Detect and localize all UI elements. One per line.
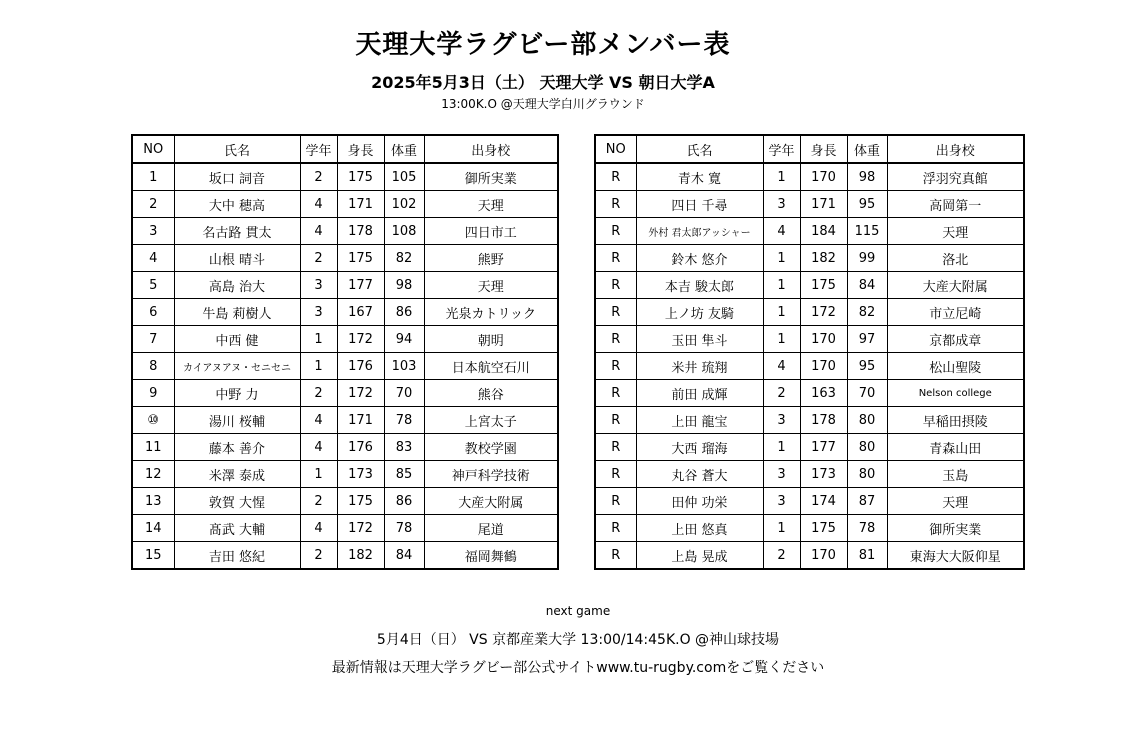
column-header-no: NO [595, 135, 636, 163]
player-school: 熊野 [424, 245, 558, 272]
player-height: 167 [337, 299, 384, 326]
player-number: 6 [132, 299, 174, 326]
player-height: 177 [800, 434, 847, 461]
table-row [132, 163, 558, 191]
player-number: 13 [132, 488, 174, 515]
table-row [595, 434, 1024, 461]
player-school: 玉島 [887, 461, 1024, 488]
player-weight: 80 [847, 407, 887, 434]
player-name: 四日 千尋 [636, 191, 763, 218]
player-year: 1 [763, 245, 800, 272]
player-school: 松山聖陵 [887, 353, 1024, 380]
next-game-label: next game [545, 604, 611, 618]
table-row [595, 488, 1024, 515]
player-number: 2 [132, 191, 174, 218]
column-header-weight: 体重 [384, 135, 424, 163]
table-row [595, 272, 1024, 299]
player-weight: 105 [384, 163, 424, 191]
player-school: 京都成章 [887, 326, 1024, 353]
player-height: 170 [800, 326, 847, 353]
player-weight: 81 [847, 542, 887, 570]
player-name: 青木 寛 [636, 163, 763, 191]
player-number: 1 [132, 163, 174, 191]
player-weight: 108 [384, 218, 424, 245]
player-school: 光泉カトリック [424, 299, 558, 326]
player-name: 上田 龍宝 [636, 407, 763, 434]
player-year: 2 [763, 542, 800, 570]
player-weight: 83 [384, 434, 424, 461]
player-number: 5 [132, 272, 174, 299]
player-weight: 95 [847, 191, 887, 218]
player-name: 敦賀 大惺 [174, 488, 300, 515]
player-height: 175 [337, 488, 384, 515]
player-number: R [595, 163, 636, 191]
player-number: R [595, 407, 636, 434]
player-weight: 102 [384, 191, 424, 218]
official-site-info: 最新情報は天理大学ラグビー部公式サイトwww.tu-rugby.comをご覧ください [331, 660, 825, 676]
player-name: 牛島 莉樹人 [174, 299, 300, 326]
player-year: 4 [300, 407, 337, 434]
player-number: R [595, 191, 636, 218]
player-year: 3 [763, 488, 800, 515]
player-number: 15 [132, 542, 174, 570]
table-row [595, 163, 1024, 191]
player-number: R [595, 299, 636, 326]
player-year: 2 [300, 542, 337, 570]
player-number: 7 [132, 326, 174, 353]
player-school: 日本航空石川 [424, 353, 558, 380]
player-height: 177 [337, 272, 384, 299]
player-year: 2 [763, 380, 800, 407]
player-number: R [595, 461, 636, 488]
player-height: 172 [337, 380, 384, 407]
table-row [132, 218, 558, 245]
column-header-name: 氏名 [174, 135, 300, 163]
table-row [132, 353, 558, 380]
player-height: 182 [800, 245, 847, 272]
player-school: 大産大附属 [424, 488, 558, 515]
player-name: 上島 晃成 [636, 542, 763, 570]
table-row [595, 407, 1024, 434]
table-row [132, 299, 558, 326]
player-name: 中西 健 [174, 326, 300, 353]
player-school: 洛北 [887, 245, 1024, 272]
player-year: 2 [300, 488, 337, 515]
player-school: 熊谷 [424, 380, 558, 407]
player-name: 上田 悠真 [636, 515, 763, 542]
page-title: 天理大学ラグビー部メンバー表 [355, 30, 731, 60]
player-name: 中野 力 [174, 380, 300, 407]
table-row [595, 245, 1024, 272]
table-header-row [595, 135, 1024, 163]
column-header-weight: 体重 [847, 135, 887, 163]
player-height: 182 [337, 542, 384, 570]
player-number: 4 [132, 245, 174, 272]
player-number: R [595, 218, 636, 245]
player-number: R [595, 272, 636, 299]
player-weight: 94 [384, 326, 424, 353]
player-number: 3 [132, 218, 174, 245]
player-year: 3 [300, 272, 337, 299]
player-school: 東海大大阪仰星 [887, 542, 1024, 570]
player-weight: 86 [384, 488, 424, 515]
player-year: 4 [300, 434, 337, 461]
player-school: 天理 [424, 272, 558, 299]
player-number: ⑩ [132, 407, 174, 434]
player-name: 名古路 貫太 [174, 218, 300, 245]
player-weight: 86 [384, 299, 424, 326]
player-height: 175 [800, 272, 847, 299]
player-year: 2 [300, 380, 337, 407]
player-school: 四日市工 [424, 218, 558, 245]
player-school: 浮羽究真館 [887, 163, 1024, 191]
player-weight: 70 [847, 380, 887, 407]
player-height: 170 [800, 542, 847, 570]
player-year: 4 [300, 218, 337, 245]
column-header-school: 出身校 [887, 135, 1024, 163]
player-name: 髙武 大輔 [174, 515, 300, 542]
match-info: 2025年5月3日（土） 天理大学 VS 朝日大学A [371, 73, 715, 92]
reserves-table [594, 134, 1025, 570]
player-weight: 78 [847, 515, 887, 542]
player-year: 2 [300, 245, 337, 272]
table-row [132, 191, 558, 218]
player-height: 184 [800, 218, 847, 245]
column-header-height: 身長 [337, 135, 384, 163]
player-weight: 80 [847, 461, 887, 488]
player-name: 本吉 駿太郎 [636, 272, 763, 299]
player-weight: 87 [847, 488, 887, 515]
table-row [132, 488, 558, 515]
player-school: 福岡舞鶴 [424, 542, 558, 570]
player-name: 上ノ坊 友騎 [636, 299, 763, 326]
player-year: 3 [763, 407, 800, 434]
player-school: Nelson college [887, 380, 1024, 407]
player-year: 1 [300, 326, 337, 353]
player-weight: 98 [384, 272, 424, 299]
table-row [132, 434, 558, 461]
player-height: 175 [337, 245, 384, 272]
table-header-row [132, 135, 558, 163]
player-name: 湯川 桜輔 [174, 407, 300, 434]
player-year: 3 [300, 299, 337, 326]
player-height: 172 [337, 326, 384, 353]
player-name: 吉田 悠紀 [174, 542, 300, 570]
player-height: 174 [800, 488, 847, 515]
player-number: 11 [132, 434, 174, 461]
player-name: 鈴木 悠介 [636, 245, 763, 272]
player-school: 市立尼崎 [887, 299, 1024, 326]
player-height: 175 [337, 163, 384, 191]
player-height: 178 [800, 407, 847, 434]
column-header-year: 学年 [300, 135, 337, 163]
table-row [132, 272, 558, 299]
player-name: 丸谷 蒼大 [636, 461, 763, 488]
player-year: 1 [763, 299, 800, 326]
player-year: 1 [763, 326, 800, 353]
table-row [595, 326, 1024, 353]
player-year: 1 [763, 272, 800, 299]
player-height: 170 [800, 163, 847, 191]
table-row [132, 407, 558, 434]
player-weight: 84 [847, 272, 887, 299]
player-weight: 82 [847, 299, 887, 326]
player-number: 14 [132, 515, 174, 542]
player-weight: 95 [847, 353, 887, 380]
table-row [132, 461, 558, 488]
player-number: R [595, 488, 636, 515]
player-number: R [595, 380, 636, 407]
player-number: R [595, 353, 636, 380]
player-name: 玉田 隼斗 [636, 326, 763, 353]
player-weight: 103 [384, 353, 424, 380]
player-weight: 70 [384, 380, 424, 407]
player-year: 2 [300, 163, 337, 191]
player-height: 175 [800, 515, 847, 542]
table-row [595, 515, 1024, 542]
table-row [595, 380, 1024, 407]
table-row [595, 461, 1024, 488]
player-school: 大産大附属 [887, 272, 1024, 299]
player-height: 171 [337, 191, 384, 218]
player-name: カイアヌアヌ・セニセニ [174, 353, 300, 380]
table-row [132, 380, 558, 407]
column-header-name: 氏名 [636, 135, 763, 163]
column-header-year: 学年 [763, 135, 800, 163]
table-row [132, 515, 558, 542]
player-year: 4 [763, 218, 800, 245]
player-year: 1 [763, 515, 800, 542]
player-weight: 85 [384, 461, 424, 488]
player-height: 173 [337, 461, 384, 488]
player-school: 神戸科学技術 [424, 461, 558, 488]
player-weight: 84 [384, 542, 424, 570]
player-height: 170 [800, 353, 847, 380]
player-number: 8 [132, 353, 174, 380]
player-name: 前田 成輝 [636, 380, 763, 407]
player-weight: 115 [847, 218, 887, 245]
player-school: 早稲田摂陵 [887, 407, 1024, 434]
player-name: 大西 瑠海 [636, 434, 763, 461]
player-school: 御所実業 [887, 515, 1024, 542]
player-height: 176 [337, 353, 384, 380]
player-height: 171 [800, 191, 847, 218]
table-row [132, 245, 558, 272]
player-height: 173 [800, 461, 847, 488]
player-weight: 82 [384, 245, 424, 272]
player-name: 大中 穂高 [174, 191, 300, 218]
player-name: 外村 君太郎アッシャー [636, 218, 763, 245]
player-name: 米井 琉翔 [636, 353, 763, 380]
player-school: 高岡第一 [887, 191, 1024, 218]
table-row [595, 542, 1024, 570]
kickoff-info: 13:00K.O @天理大学白川グラウンド [441, 97, 645, 111]
table-row [595, 191, 1024, 218]
player-weight: 98 [847, 163, 887, 191]
player-name: 米澤 泰成 [174, 461, 300, 488]
player-name: 高島 治大 [174, 272, 300, 299]
player-year: 1 [300, 461, 337, 488]
player-name: 田仲 功栄 [636, 488, 763, 515]
table-row [595, 218, 1024, 245]
player-year: 1 [763, 163, 800, 191]
column-header-school: 出身校 [424, 135, 558, 163]
player-school: 御所実業 [424, 163, 558, 191]
player-year: 4 [300, 191, 337, 218]
player-weight: 97 [847, 326, 887, 353]
player-number: 9 [132, 380, 174, 407]
player-year: 4 [300, 515, 337, 542]
table-row [132, 326, 558, 353]
table-row [132, 542, 558, 570]
player-weight: 78 [384, 515, 424, 542]
table-row [595, 299, 1024, 326]
column-header-no: NO [132, 135, 174, 163]
player-school: 天理 [424, 191, 558, 218]
player-year: 4 [763, 353, 800, 380]
player-number: R [595, 515, 636, 542]
player-number: R [595, 542, 636, 570]
player-height: 171 [337, 407, 384, 434]
starters-table [131, 134, 559, 570]
player-number: 12 [132, 461, 174, 488]
player-number: R [595, 245, 636, 272]
player-name: 坂口 詞音 [174, 163, 300, 191]
player-weight: 99 [847, 245, 887, 272]
next-game-info: 5月4日（日） VS 京都産業大学 13:00/14:45K.O @神山球技場 [376, 632, 780, 648]
player-school: 尾道 [424, 515, 558, 542]
player-number: R [595, 434, 636, 461]
player-name: 藤本 善介 [174, 434, 300, 461]
player-weight: 78 [384, 407, 424, 434]
player-name: 山根 晴斗 [174, 245, 300, 272]
player-school: 教校学園 [424, 434, 558, 461]
player-school: 天理 [887, 488, 1024, 515]
player-school: 青森山田 [887, 434, 1024, 461]
player-school: 上宮太子 [424, 407, 558, 434]
player-height: 163 [800, 380, 847, 407]
player-school: 朝明 [424, 326, 558, 353]
player-height: 172 [800, 299, 847, 326]
player-year: 3 [763, 191, 800, 218]
player-year: 1 [763, 434, 800, 461]
player-height: 176 [337, 434, 384, 461]
column-header-height: 身長 [800, 135, 847, 163]
player-number: R [595, 326, 636, 353]
player-weight: 80 [847, 434, 887, 461]
player-year: 3 [763, 461, 800, 488]
player-height: 178 [337, 218, 384, 245]
player-school: 天理 [887, 218, 1024, 245]
player-height: 172 [337, 515, 384, 542]
player-year: 1 [300, 353, 337, 380]
table-row [595, 353, 1024, 380]
